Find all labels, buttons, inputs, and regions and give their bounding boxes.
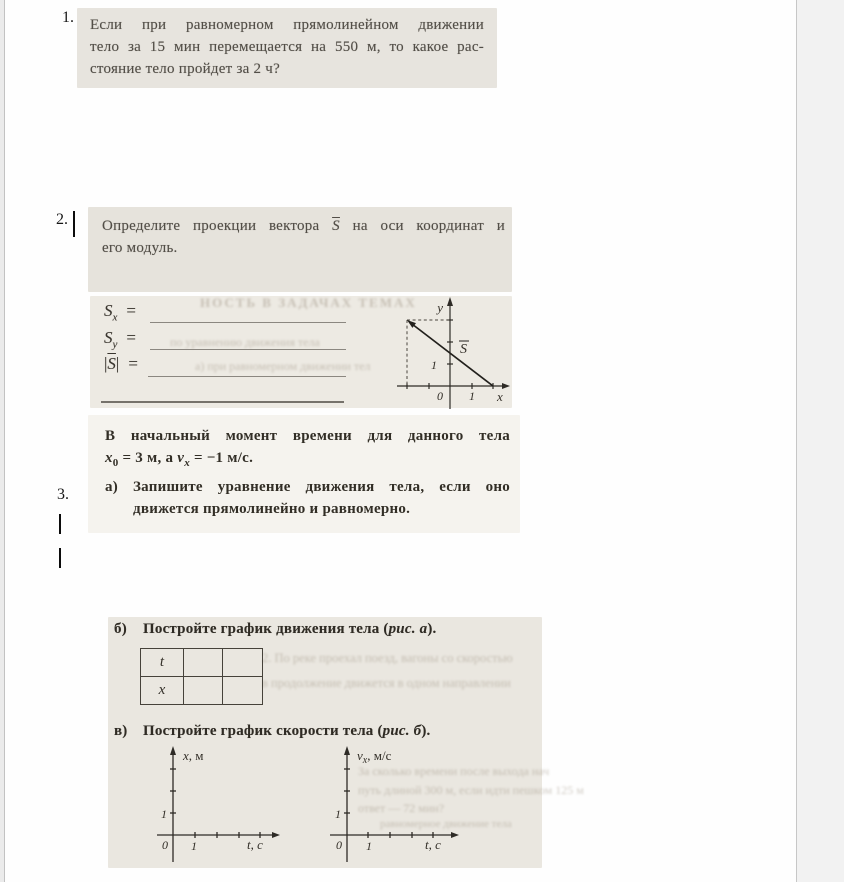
x-axis-label [425,837,441,852]
abs-bar: | [115,354,120,373]
x-axis-arrow [451,832,459,838]
axis-var-subscript: x [362,755,368,766]
table-header-t: t [141,649,184,677]
text-cursor[interactable] [73,211,75,237]
part-a-label: а) [105,479,118,495]
text-line [102,215,505,237]
origin-label: 0 [437,389,443,403]
y-axis-label [182,748,204,763]
bleedthrough-text: путь длиной 300 м, если идти пешком 125 м [358,783,584,797]
text-line: его модуль. [102,240,178,256]
equals-sign: = [126,301,136,320]
y-axis-arrow [170,746,176,755]
text-fragment: Постройте график скорости тела ( [143,723,383,739]
text-line: Если при равномерном прямолинейном движении [90,17,484,33]
formula-sx [104,301,136,324]
problem-2-text [102,215,505,259]
text-line: стояние тело пройдет за 2 ч? [90,61,280,77]
projection-dashed-lines [407,320,450,386]
formula-sy [104,328,136,351]
section-v-title [114,723,431,740]
formula-subscript: x [112,311,118,324]
vector-s-symbol: $\overline{S}$ [107,354,116,373]
problem-3-equation [105,447,253,474]
table-empty-cell[interactable] [184,649,223,677]
problem-number-3: 3. [57,486,69,503]
bleedthrough-text: За сколько времени после выхода нач [358,764,550,778]
axis-unit: , c [428,837,441,852]
x-tick-label: 1 [469,389,475,403]
x-axis-arrow [502,383,510,389]
text-fragment: на оси координат и [339,218,505,234]
origin-label: 0 [162,838,168,852]
equals-sign: = [128,354,138,373]
y-tick-label: 1 [335,807,341,821]
part-v-text [143,723,431,740]
table-empty-cell[interactable] [184,677,223,704]
answer-blank-line[interactable] [150,322,346,323]
text-fragment: ). [427,621,437,637]
text-fragment: = 3 м, а [118,450,178,466]
vector-s-label: S [460,342,467,357]
origin-label: 0 [336,838,342,852]
problem-number-2: 2. [56,211,68,228]
axis-var: t [425,837,429,852]
var-x0-subscript: 0 [112,457,119,469]
axis-var: v [357,748,363,763]
axis-unit: , c [250,837,263,852]
var-vx-subscript: x [184,457,190,469]
formula-base: S [104,328,113,347]
bleedthrough-text: равномерное движение тела [380,818,512,830]
text-line: тело за 15 мин перемещается на 550 м, то какое рас- [90,39,484,55]
y-axis-label [357,748,392,766]
formula-s-modulus [104,354,138,374]
figure-reference: рис. б [382,723,422,739]
pen-stroke-mark [59,514,61,534]
text-line: движется прямолинейно и равномерно. [133,501,411,517]
axis-unit: , м [188,748,204,763]
table-empty-cell[interactable] [223,649,262,677]
answer-blank-line[interactable] [150,349,346,350]
problem-number-1: 1. [62,9,74,26]
abs-bar: | [104,354,108,373]
x-tick-label: 1 [366,839,372,853]
problem-1-text [90,14,484,80]
text-fragment: Определите проекции вектора [102,218,333,234]
var-vx: v [177,450,185,466]
x-tick-label: 1 [191,839,197,853]
axes [397,303,505,409]
bleedthrough-text: НОСТЬ В ЗАДАЧАХ ТЕМАХ [200,295,417,310]
problem-3-part-a [105,476,510,520]
vector-graph [391,297,515,411]
part-a-text [133,476,510,520]
answer-blank-line[interactable] [101,401,344,403]
page-left-margin [0,0,5,882]
text-fragment: = −1 м/с. [189,450,254,466]
equals-sign: = [126,328,136,347]
part-b-label: б) [114,621,127,637]
formula-base: S [104,301,113,320]
velocity-graph-axes [321,746,471,868]
pen-stroke-mark [59,548,61,568]
axis-unit: , м/с [367,748,392,763]
x-axis-label: x [497,389,503,404]
position-graph-axes [147,746,293,868]
y-tick-label: 1 [431,358,437,372]
x-axis-arrow [272,832,280,838]
section-b-title [114,621,436,638]
problem-3-line-1: В начальный момент времени для данного тела [105,428,510,444]
answer-blank-line[interactable] [148,376,346,377]
y-axis-label: y [437,300,443,315]
x-axis-label [247,837,263,852]
bleedthrough-text: а) при равномерном движении тел [195,359,371,373]
bleedthrough-text: в продолжение движется в одном направлении [262,676,511,690]
part-b-text [143,621,436,638]
figure-reference: рис. а [388,621,428,637]
axis-var: x [183,748,189,763]
var-x0: x [105,450,113,466]
text-fragment: ). [421,723,431,739]
y-tick-label: 1 [161,807,167,821]
t-x-table[interactable] [140,648,263,705]
text-fragment: Постройте график движения тела ( [143,621,389,637]
part-v-label: в) [114,723,128,739]
vector-s-line [412,324,493,386]
text-line: Запишите уравнение движения тела, если оно [133,479,510,495]
table-header-x: x [141,677,184,704]
y-axis-arrow [344,746,350,755]
vector-s-symbol: $\overline{S}$ [332,218,340,234]
bleedthrough-text: ответ — 72 мин? [358,801,445,815]
table-empty-cell[interactable] [223,677,262,704]
y-axis-arrow [447,297,453,306]
bleedthrough-text: 2. По реке проехал поезд, вагоны со скоростью [262,651,513,665]
bleedthrough-text: по уравнению движения тела [170,335,320,349]
formula-subscript: y [112,338,118,351]
page-right-margin [796,0,844,882]
axis-var: t [247,837,251,852]
